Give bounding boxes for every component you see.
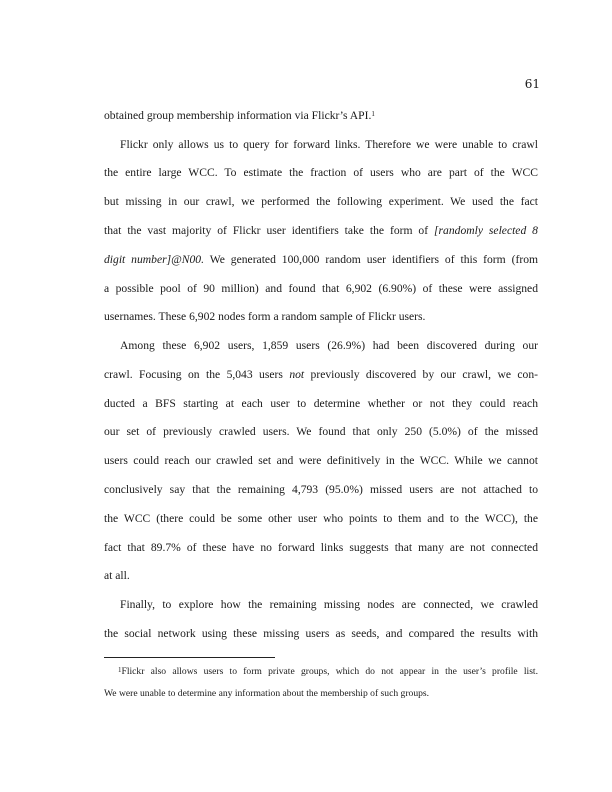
text-line: fact that 89.7% of these have no forward links suggests that many are not connected	[104, 541, 538, 554]
italic-span: not	[289, 368, 305, 381]
footnote-marker: 1	[118, 666, 122, 674]
text-line: the entire large WCC. To estimate the fraction of users who are part of the WCC	[104, 166, 538, 179]
text-line	[104, 368, 538, 382]
page-number: 61	[524, 77, 540, 91]
text-line: ducted a BFS starting at each user to determine whether or not they could reach	[104, 397, 538, 410]
text-line	[104, 224, 538, 238]
text-line: the WCC (there could be some other user who points to them and to the WCC), the	[104, 512, 538, 525]
text-span: obtained group membership information via Flickr’s API.	[104, 109, 372, 122]
text-line: usernames. These 6,902 nodes form a random sample of Flickr users.	[104, 310, 426, 323]
footnote-rule	[104, 657, 275, 658]
footnote	[118, 666, 538, 678]
text-line: at all.	[104, 569, 130, 582]
text-line: Among these 6,902 users, 1,859 users (26.9%) had been discovered during our	[120, 339, 538, 352]
text-line: but missing in our crawl, we performed the following experiment. We used the fact	[104, 195, 538, 208]
footnote-continued: We were unable to determine any information about the membership of such groups.	[104, 688, 430, 699]
text-line: Flickr only allows us to query for forward links. Therefore we were unable to crawl	[120, 138, 538, 151]
text-span: We generated 100,000 random user identifiers of this form (from	[204, 253, 539, 266]
italic-span: [randomly selected 8	[434, 224, 538, 237]
footnote-text: Flickr also allows users to form private groups, which do not appear in the user’s profile list.	[121, 666, 538, 677]
text-line: conclusively say that the remaining 4,793 (95.0%) missed users are not attached to	[104, 483, 538, 496]
text-line: users could reach our crawled set and were definitively in the WCC. While we cannot	[104, 454, 538, 467]
text-line	[104, 109, 538, 123]
text-line: our set of previously crawled users. We found that only 250 (5.0%) of the missed	[104, 425, 538, 438]
italic-span: digit number]@N00.	[104, 253, 205, 266]
text-span: that the vast majority of Flickr user identifiers take the form of	[104, 224, 435, 237]
text-line: the social network using these missing users as seeds, and compared the results with	[104, 627, 538, 640]
text-span: previously discovered by our crawl, we con-	[304, 368, 538, 381]
text-line: Finally, to explore how the remaining missing nodes are connected, we crawled	[120, 598, 538, 611]
text-span: crawl. Focusing on the 5,043 users	[104, 368, 290, 381]
footnote-ref: 1	[371, 110, 375, 118]
text-line: a possible pool of 90 million) and found that 6,902 (6.90%) of these were assigned	[104, 282, 538, 295]
text-line	[104, 253, 538, 267]
